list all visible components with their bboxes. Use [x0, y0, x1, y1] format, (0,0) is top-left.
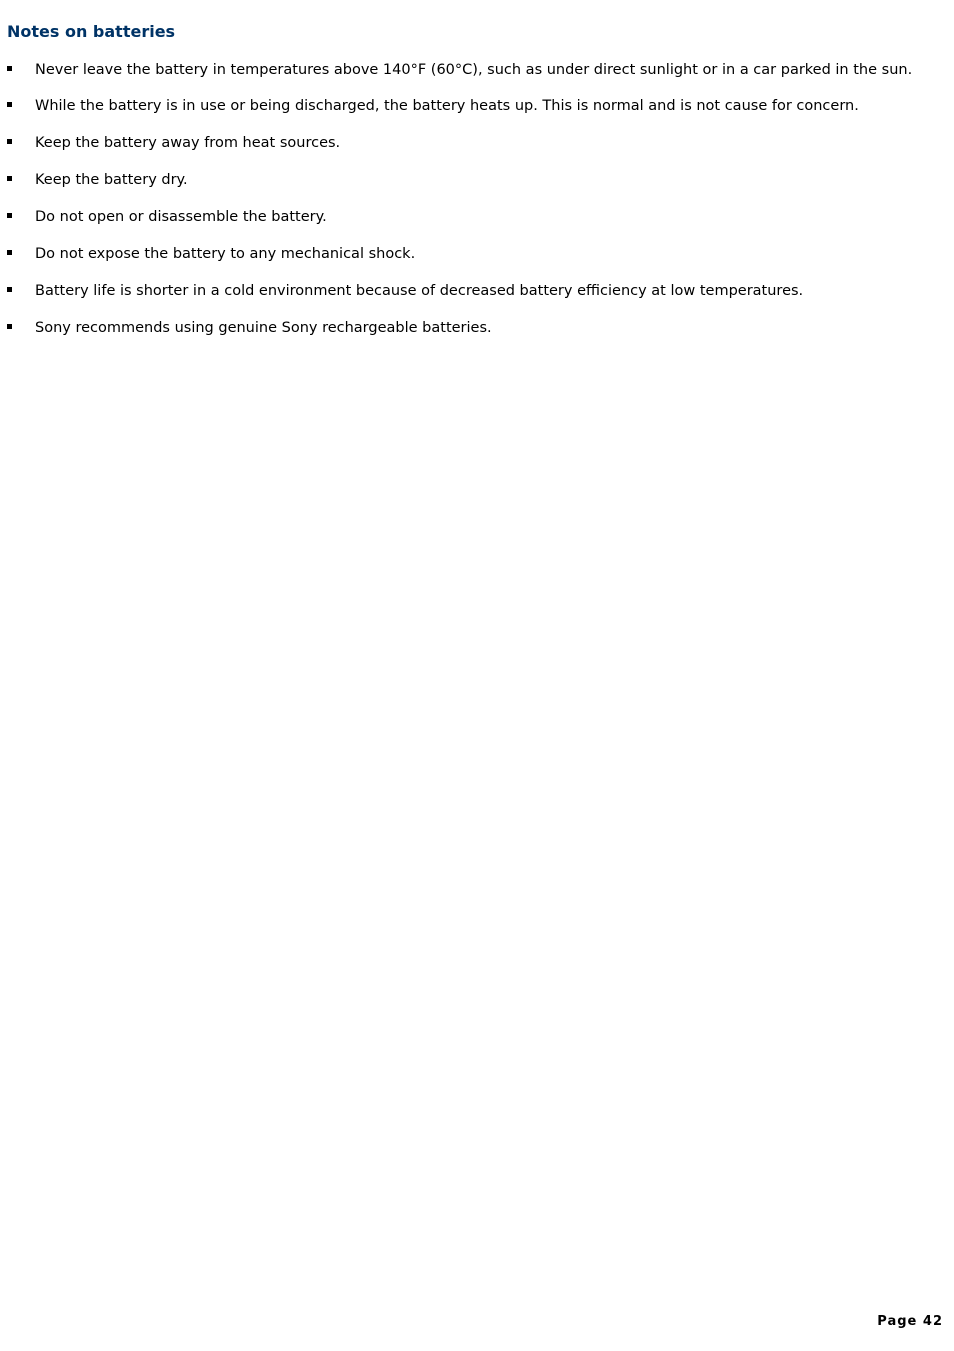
list-item — [0, 319, 954, 337]
list-item — [0, 97, 954, 115]
square-bullet-icon — [7, 102, 12, 107]
list-item — [0, 245, 954, 263]
battery-notes-list — [0, 61, 954, 356]
square-bullet-icon — [7, 250, 12, 255]
square-bullet-icon — [7, 66, 12, 71]
page-title: Notes on batteries — [7, 22, 176, 41]
note-text: Never leave the battery in temperatures above 140°F (60°C), such as under direct sunlight or in a car parked in the sun. — [35, 62, 913, 78]
page-number: Page 42 — [877, 1314, 943, 1329]
square-bullet-icon — [7, 176, 12, 181]
square-bullet-icon — [7, 324, 12, 329]
note-text: Battery life is shorter in a cold environment because of decreased battery efficiency at low temperatures. — [35, 283, 804, 299]
note-text: Keep the battery dry. — [35, 172, 188, 188]
list-item — [0, 61, 954, 79]
note-text: Sony recommends using genuine Sony rechargeable batteries. — [35, 320, 492, 336]
note-text: While the battery is in use or being discharged, the battery heats up. This is normal and is not cause for concern. — [35, 98, 859, 114]
list-item — [0, 282, 954, 300]
note-text: Keep the battery away from heat sources. — [35, 135, 341, 151]
square-bullet-icon — [7, 213, 12, 218]
note-text: Do not open or disassemble the battery. — [35, 209, 327, 225]
list-item — [0, 134, 954, 152]
list-item — [0, 208, 954, 226]
list-item — [0, 171, 954, 189]
note-text: Do not expose the battery to any mechanical shock. — [35, 246, 416, 262]
square-bullet-icon — [7, 139, 12, 144]
square-bullet-icon — [7, 287, 12, 292]
